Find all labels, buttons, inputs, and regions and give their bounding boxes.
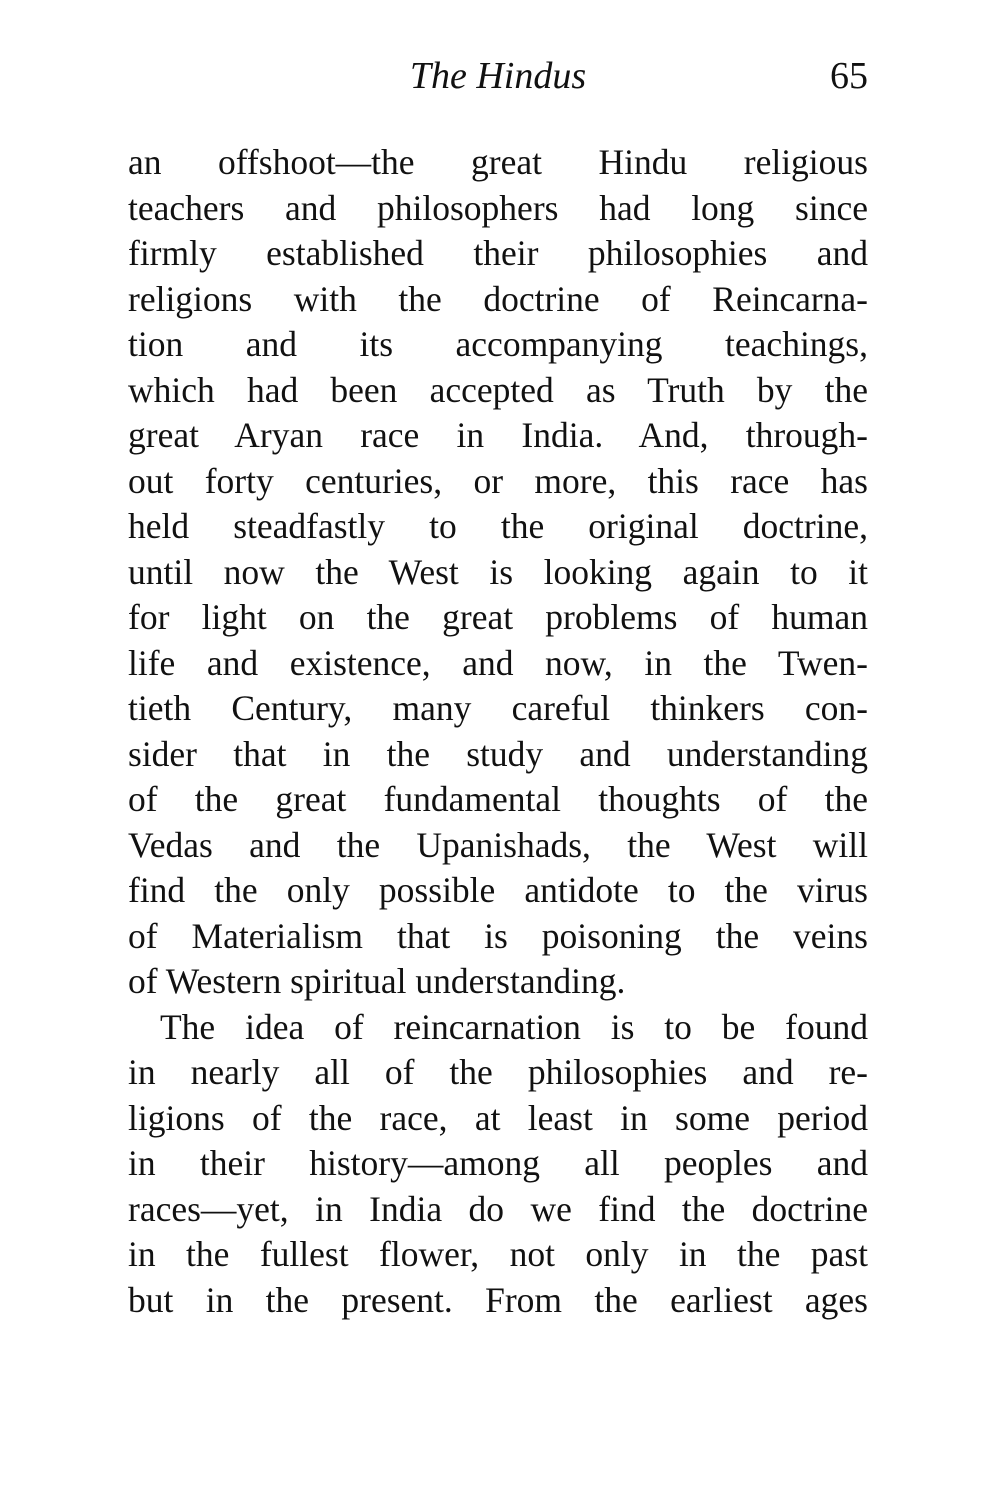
text-line: races—yet, in India do we find the doctrine xyxy=(128,1188,868,1229)
text-line: until now the West is looking again to it xyxy=(128,551,868,592)
text-line: but in the present. From the earliest ages xyxy=(128,1279,868,1320)
running-head xyxy=(128,48,868,104)
text-line: for light on the great problems of human xyxy=(128,597,868,637)
text-line: out forty centuries, or more, this race has xyxy=(128,460,868,501)
text-line: in their history—among all peoples and xyxy=(128,1143,868,1183)
text-line: religions with the doctrine of Reincarna- xyxy=(128,278,868,319)
paragraph-1 xyxy=(128,140,868,1005)
text-line: in nearly all of the philosophies and re- xyxy=(128,1052,868,1092)
text-line: tion and its accompanying teachings, xyxy=(128,324,868,364)
text-line: in the fullest flower, not only in the past xyxy=(128,1234,868,1274)
text-line: an offshoot—the great Hindu religious xyxy=(128,142,868,182)
text-line: which had been accepted as Truth by the xyxy=(128,369,868,410)
text-line: tieth Century, many careful thinkers con- xyxy=(128,688,868,728)
text-line: life and existence, and now, in the Twen- xyxy=(128,642,868,683)
running-title: The Hindus xyxy=(409,55,587,97)
paragraph-2 xyxy=(128,1005,868,1324)
text-line: great Aryan race in India. And, through- xyxy=(128,415,868,455)
text-line: The idea of reincarnation is to be found xyxy=(160,1006,868,1047)
text-line: find the only possible antidote to the virus xyxy=(128,870,868,910)
text-line: teachers and philosophers had long since xyxy=(128,187,868,228)
text-line: of Materialism that is poisoning the veins xyxy=(128,915,868,956)
text-line: firmly established their philosophies and xyxy=(128,233,868,273)
text-line: of the great fundamental thoughts of the xyxy=(128,779,868,819)
text-line: ligions of the race, at least in some period xyxy=(128,1097,868,1138)
text-line: Vedas and the Upanishads, the West will xyxy=(128,824,868,865)
body-text xyxy=(128,140,868,1323)
page-number: 65 xyxy=(830,55,868,97)
text-line: of Western spiritual understanding. xyxy=(128,961,626,1001)
text-line: held steadfastly to the original doctrine, xyxy=(128,506,868,546)
text-line: sider that in the study and understanding xyxy=(128,733,868,774)
